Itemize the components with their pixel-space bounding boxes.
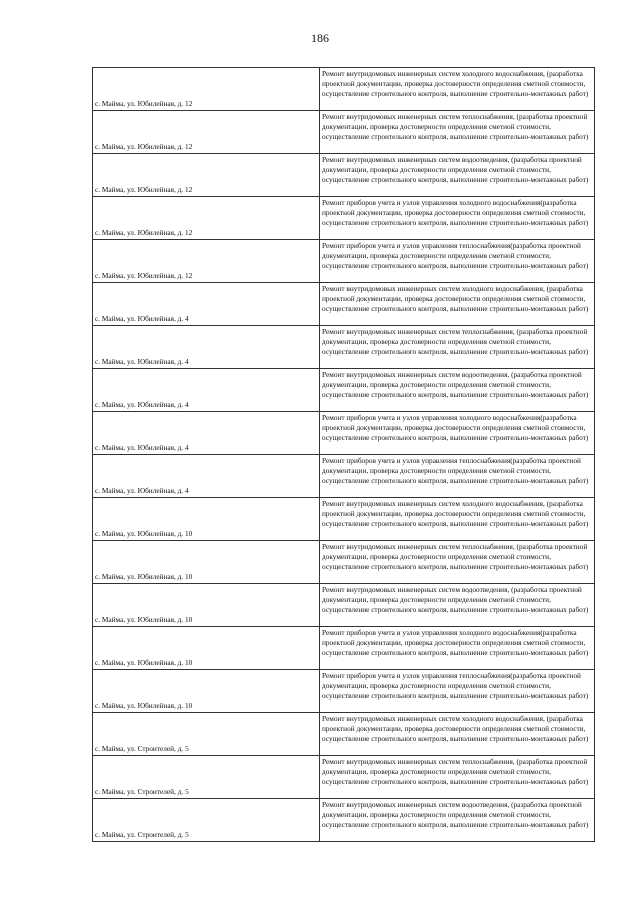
work-description-cell: Ремонт внутридомовых инженерных систем теплоснабжения, (разработка проектной документации, проверка достоверности определения сметной стоимости, осуществление строительного контроля, выполнение строительно-монтажных работ): [320, 111, 595, 154]
address-cell: с. Майма, ул. Юбилейная, д. 10: [93, 498, 320, 541]
work-description-cell: Ремонт внутридомовых инженерных систем холодного водоснабжения, (разработка проектной документации, проверка достоверности определения сметной стоимости, осуществление строительного контроля, выполнение строительно-монтажных работ): [320, 283, 595, 326]
work-description-cell: Ремонт приборов учета и узлов управления холодного водоснабжения(разработка проектной документации, проверка достоверности определения сметной стоимости, осуществление строительного контроля, выполнение строительно-монтажных работ): [320, 197, 595, 240]
address-cell: с. Майма, ул. Юбилейная, д. 12: [93, 111, 320, 154]
address-cell: с. Майма, ул. Юбилейная, д. 4: [93, 326, 320, 369]
table-row: [93, 713, 595, 756]
address-cell: с. Майма, ул. Строителей, д. 5: [93, 799, 320, 842]
works-table: [92, 67, 595, 842]
table-row: [93, 670, 595, 713]
work-description-cell: Ремонт внутридомовых инженерных систем водоотведения, (разработка проектной документации, проверка достоверности определения сметной стоимости, осуществление строительного контроля, выполнение строительно-монтажных работ): [320, 799, 595, 842]
address-cell: с. Майма, ул. Юбилейная, д. 4: [93, 455, 320, 498]
table-row: [93, 584, 595, 627]
table-row: [93, 627, 595, 670]
address-cell: с. Майма, ул. Юбилейная, д. 4: [93, 283, 320, 326]
table-row: [93, 799, 595, 842]
address-cell: с. Майма, ул. Юбилейная, д. 12: [93, 68, 320, 111]
address-cell: с. Майма, ул. Юбилейная, д. 10: [93, 541, 320, 584]
work-description-cell: Ремонт внутридомовых инженерных систем водоотведения, (разработка проектной документации, проверка достоверности определения сметной стоимости, осуществление строительного контроля, выполнение строительно-монтажных работ): [320, 369, 595, 412]
work-description-cell: Ремонт приборов учета и узлов управления теплоснабжения(разработка проектной документации, проверка достоверности определения сметной стоимости, осуществление строительного контроля, выполнение строительно-монтажных работ): [320, 240, 595, 283]
work-description-cell: Ремонт приборов учета и узлов управления холодного водоснабжения(разработка проектной документации, проверка достоверности определения сметной стоимости, осуществление строительного контроля, выполнение строительно-монтажных работ): [320, 412, 595, 455]
table-row: [93, 240, 595, 283]
address-cell: с. Майма, ул. Юбилейная, д. 4: [93, 369, 320, 412]
address-cell: с. Майма, ул. Юбилейная, д. 12: [93, 154, 320, 197]
work-description-cell: Ремонт приборов учета и узлов управления холодного водоснабжения(разработка проектной документации, проверка достоверности определения сметной стоимости, осуществление строительного контроля, выполнение строительно-монтажных работ): [320, 627, 595, 670]
table-row: [93, 326, 595, 369]
work-description-cell: Ремонт внутридомовых инженерных систем теплоснабжения, (разработка проектной документации, проверка достоверности определения сметной стоимости, осуществление строительного контроля, выполнение строительно-монтажных работ): [320, 326, 595, 369]
address-cell: с. Майма, ул. Юбилейная, д. 12: [93, 240, 320, 283]
work-description-cell: Ремонт внутридомовых инженерных систем водоотведения, (разработка проектной документации, проверка достоверности определения сметной стоимости, осуществление строительного контроля, выполнение строительно-монтажных работ): [320, 584, 595, 627]
table-row: [93, 756, 595, 799]
table-row: [93, 154, 595, 197]
work-description-cell: Ремонт внутридомовых инженерных систем холодного водоснабжения, (разработка проектной документации, проверка достоверности определения сметной стоимости, осуществление строительного контроля, выполнение строительно-монтажных работ): [320, 498, 595, 541]
table-row: [93, 283, 595, 326]
work-description-cell: Ремонт внутридомовых инженерных систем холодного водоснабжения, (разработка проектной документации, проверка достоверности определения сметной стоимости, осуществление строительного контроля, выполнение строительно-монтажных работ): [320, 713, 595, 756]
work-description-cell: Ремонт внутридомовых инженерных систем водоотведения, (разработка проектной документации, проверка достоверности определения сметной стоимости, осуществление строительного контроля, выполнение строительно-монтажных работ): [320, 154, 595, 197]
table-row: [93, 541, 595, 584]
address-cell: с. Майма, ул. Строителей, д. 5: [93, 713, 320, 756]
table-row: [93, 197, 595, 240]
table-row: [93, 111, 595, 154]
table-row: [93, 68, 595, 111]
address-cell: с. Майма, ул. Юбилейная, д. 10: [93, 584, 320, 627]
work-description-cell: Ремонт внутридомовых инженерных систем холодного водоснабжения, (разработка проектной документации, проверка достоверности определения сметной стоимости, осуществление строительного контроля, выполнение строительно-монтажных работ): [320, 68, 595, 111]
table-row: [93, 412, 595, 455]
work-description-cell: Ремонт приборов учета и узлов управления теплоснабжения(разработка проектной документации, проверка достоверности определения сметной стоимости, осуществление строительного контроля, выполнение строительно-монтажных работ): [320, 670, 595, 713]
table-row: [93, 498, 595, 541]
work-description-cell: Ремонт приборов учета и узлов управления теплоснабжения(разработка проектной документации, проверка достоверности определения сметной стоимости, осуществление строительного контроля, выполнение строительно-монтажных работ): [320, 455, 595, 498]
address-cell: с. Майма, ул. Юбилейная, д. 12: [93, 197, 320, 240]
table-row: [93, 369, 595, 412]
address-cell: с. Майма, ул. Юбилейная, д. 10: [93, 627, 320, 670]
page-number: 186: [311, 31, 329, 45]
work-description-cell: Ремонт внутридомовых инженерных систем теплоснабжения, (разработка проектной документации, проверка достоверности определения сметной стоимости, осуществление строительного контроля, выполнение строительно-монтажных работ): [320, 756, 595, 799]
work-description-cell: Ремонт внутридомовых инженерных систем теплоснабжения, (разработка проектной документации, проверка достоверности определения сметной стоимости, осуществление строительного контроля, выполнение строительно-монтажных работ): [320, 541, 595, 584]
address-cell: с. Майма, ул. Строителей, д. 5: [93, 756, 320, 799]
address-cell: с. Майма, ул. Юбилейная, д. 10: [93, 670, 320, 713]
address-cell: с. Майма, ул. Юбилейная, д. 4: [93, 412, 320, 455]
table-row: [93, 455, 595, 498]
